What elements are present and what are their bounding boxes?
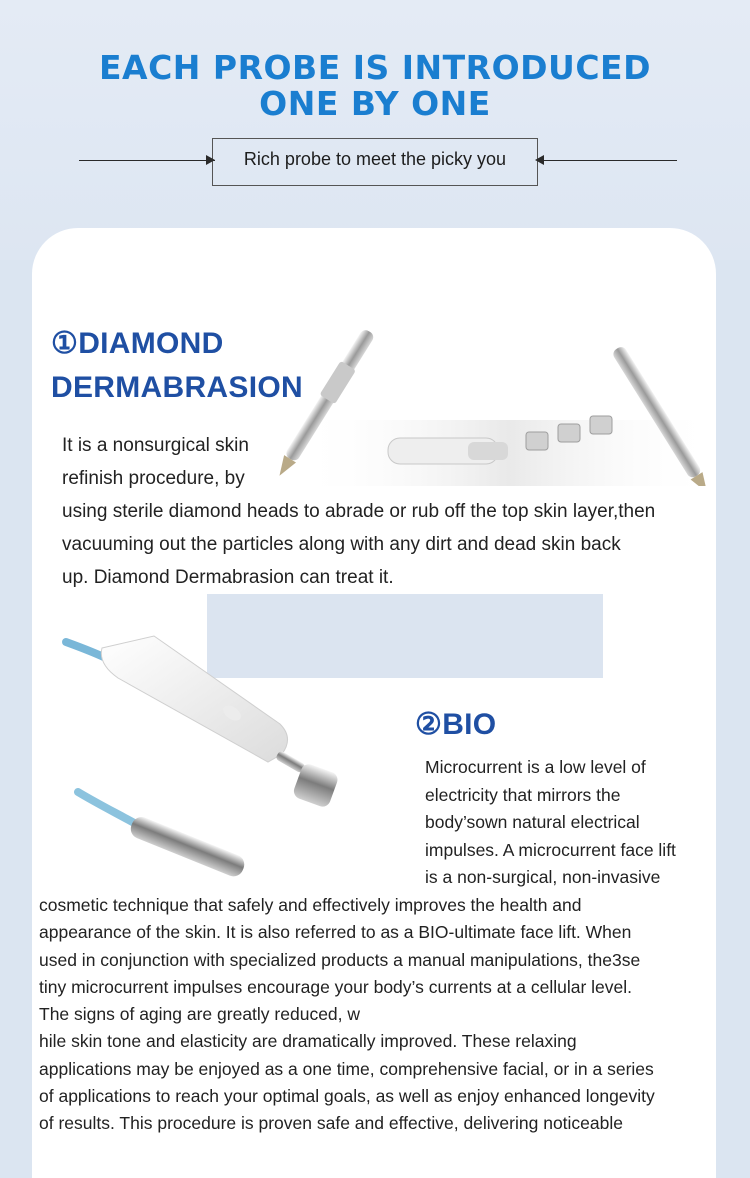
page-title [0,50,750,122]
text-line: cosmetic technique that safely and effectively improves the health and [39,895,582,915]
text-line: It is a nonsurgical skin [62,435,249,456]
section-title-diamond [51,322,303,410]
divider-right [537,160,677,161]
bio-description-wide [39,892,655,1138]
text-line: tiny microcurrent impulses encourage your body’s currents at a cellular level. [39,976,633,997]
text-line: electricity that mirrors the [425,784,621,805]
page-title-line-1: EACH PROBE IS INTRODUCED [99,48,651,87]
section-title-bio [415,703,496,747]
diamond-description [62,429,655,594]
section-title-line-1: ①DIAMOND [51,327,224,360]
text-line: up. Diamond Dermabrasion can treat it. [62,567,394,588]
page-title-line-2: ONE BY ONE [259,84,491,123]
text-line: hile skin tone and elasticity are dramatically improved. These relaxing [39,1031,577,1052]
section-title-bio-text: ②BIO [415,708,497,741]
arrow-left-icon [535,155,544,165]
text-line: using sterile diamond heads to abrade or rub off the top skin layer,then [62,501,656,522]
header-background [0,0,750,260]
tagline: Rich probe to meet the picky you [243,149,507,169]
text-line: used in conjunction with specialized products a manual manipulations, the3se [39,949,641,970]
divider-left [79,160,215,161]
text-line: appearance of the skin. It is also referred to as a BIO-ultimate face lift. When [39,922,632,943]
text-line: refinish procedure, by [62,468,245,489]
text-line: body’sown natural electrical [425,812,640,832]
text-line: The signs of aging are greatly reduced, w [39,1004,361,1025]
section-title-line-2: DERMABRASION [51,371,303,404]
text-line: vacuuming out the particles along with any dirt and dead skin back [62,534,621,555]
text-line: of results. This procedure is proven safe and effective, delivering noticeable [39,1113,623,1134]
text-line: impulses. A microcurrent face lift [425,839,676,860]
bio-device-image [58,628,358,890]
bio-description-narrow [425,754,676,892]
text-line: of applications to reach your optimal goals, as well as enjoy enhanced longevity [39,1086,655,1107]
text-line: is a non-surgical, non-invasive [425,867,661,887]
text-line: Microcurrent is a low level of [425,757,646,777]
text-line: applications may be enjoyed as a one time, comprehensive facial, or in a series [39,1058,654,1079]
